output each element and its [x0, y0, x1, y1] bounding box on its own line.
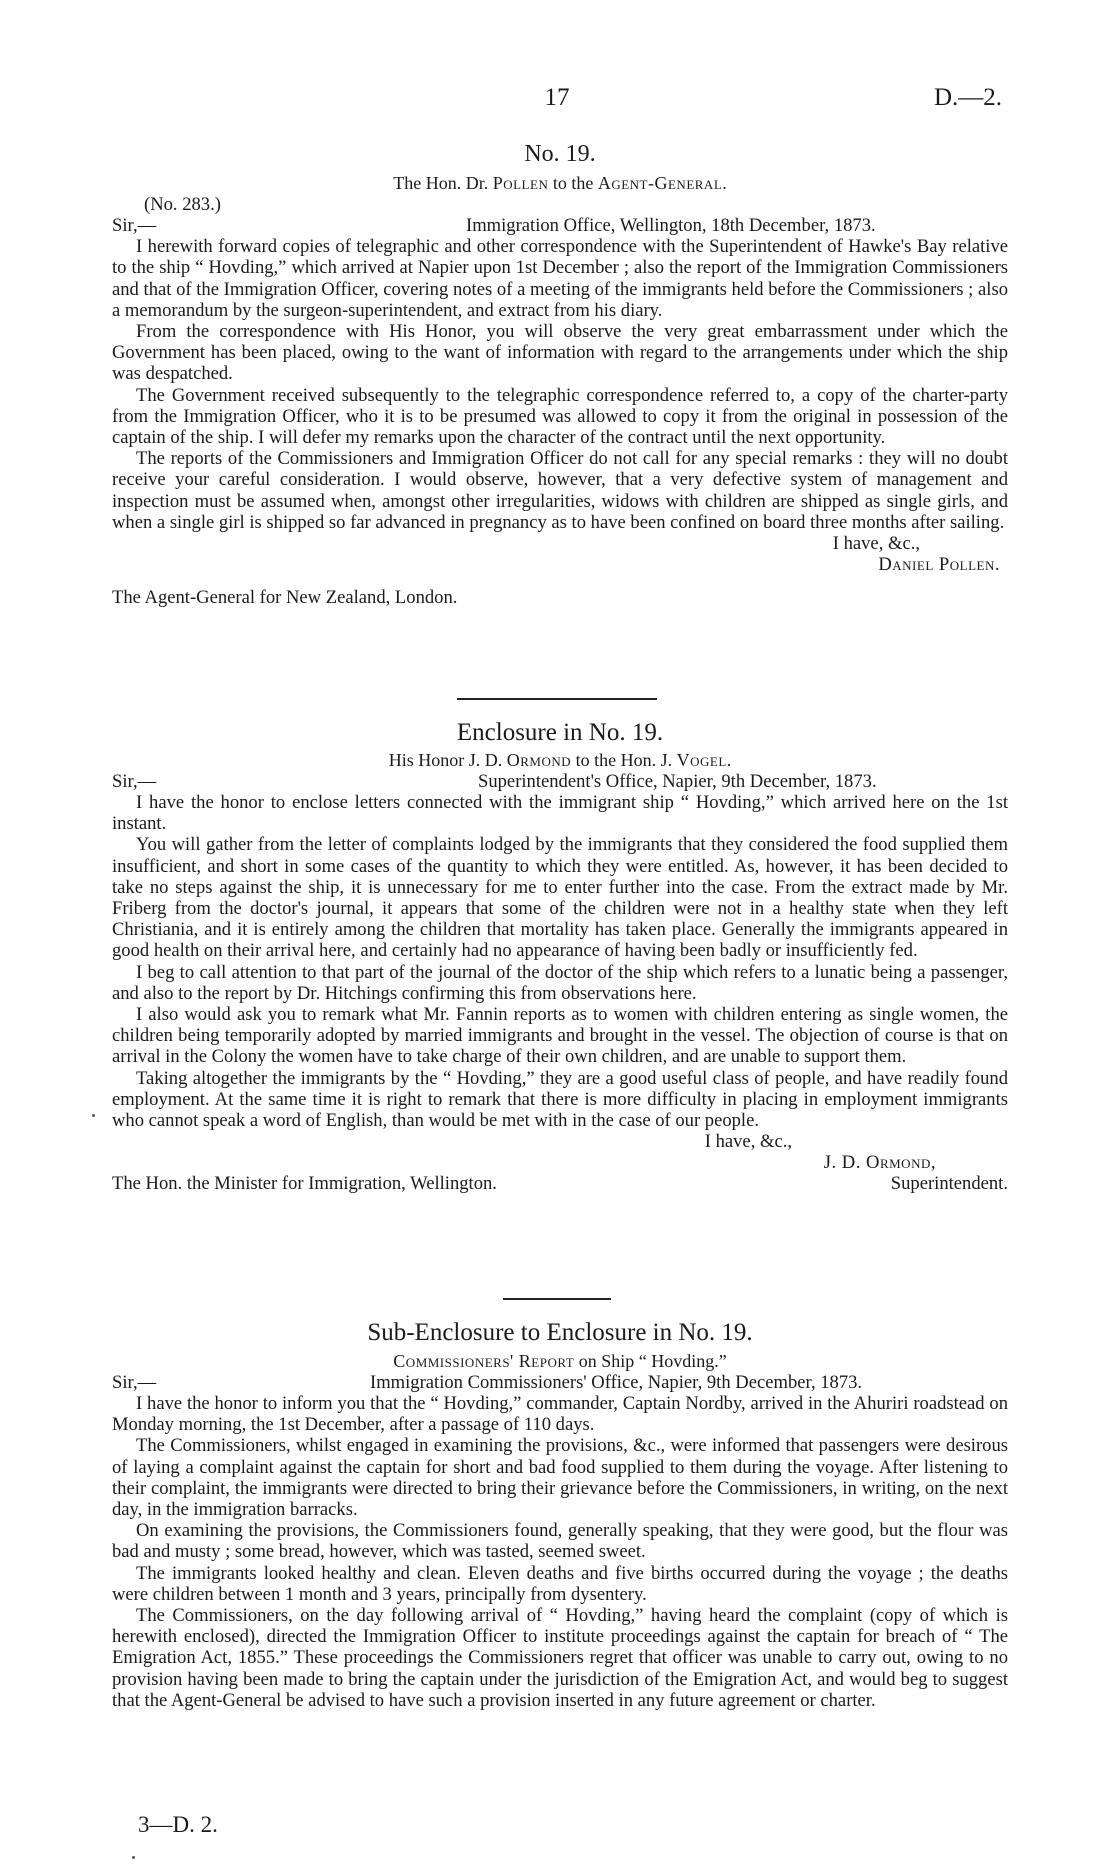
paragraph: I have the honor to inform you that the “ Hovding,” commander, Captain Nordby, arrived in the Ahuriri roadstead on Monday morning, the 1st December, after a passage of 110 days. [112, 1393, 1008, 1436]
recipient-name: Agent-General [597, 173, 723, 193]
subtitle-text: . [726, 750, 732, 770]
salutation-row [112, 1372, 1008, 1393]
paragraph: I also would ask you to remark what Mr. Fannin reports as to women with children entering as single women, the children being temporarily adopted by married immigrants and brought in the vessel. The objection of course is that on arrival in the Colony the women have to take charge of their own children, and are unable to support them. [112, 1004, 1008, 1068]
letter-no-19 [112, 141, 1008, 609]
subtitle-text: on Ship “ Hovding.” [574, 1351, 727, 1371]
dateline: Immigration Office, Wellington, 18th December, 1873. [466, 215, 876, 237]
signature-row [112, 1152, 1008, 1173]
signature-title: Superintendent. [890, 1173, 1008, 1195]
subtitle-text: The Hon. Dr. [393, 173, 493, 193]
closing: I have, &c., [832, 533, 920, 555]
salutation: Sir,— [112, 771, 157, 792]
subtitle-text: His Honor J. D. [388, 750, 507, 770]
signature: Daniel Pollen. [878, 554, 1000, 576]
letter-subtitle [112, 173, 1008, 194]
paragraph: On examining the provisions, the Commissioners found, generally speaking, that they were good, but the flour was bad and musty ; some bread, however, which was tasted, seemed sweet. [112, 1520, 1008, 1563]
sheet-signature-mark: 3—D. 2. [138, 1812, 218, 1837]
paragraph: The Commissioners, whilst engaged in examining the provisions, &c., were informed that passengers were desirous of laying a complaint against the captain for short and bad food supplied to them during the voyage. After listening to their complaint, the immigrants were directed to bring their grievance before the Commissioners, in writing, on the next day, in the immigration barracks. [112, 1435, 1008, 1521]
paragraph: The reports of the Commissioners and Immigration Officer do not call for any special remarks : they will no doubt receive your careful consideration. I would observe, however, that a very defective system of management and inspection must be assumed when, amongst other irregularities, widows with children are shipped as single girls, and when a single girl is shipped so far advanced in pregnancy as to have been confined on board three months after sailing. [112, 448, 1008, 533]
addressee: The Agent-General for New Zealand, London. [112, 587, 458, 609]
stray-mark [92, 1114, 95, 1117]
enclosure-subtitle [112, 750, 1008, 771]
paragraph: Taking altogether the immigrants by the “ Hovding,” they are a good useful class of people, and have readily found employment. At the same time it is right to remark that there is more difficulty in placing in employment immigrants who cannot speak a word of English, than would be met with in the case of our people. [112, 1067, 1008, 1132]
paragraph: You will gather from the letter of complaints lodged by the immigrants that they considered the food supplied them insufficient, and short in some cases of the quantity to which they were entitled. As, however, it has been decided to take no steps against the ship, it is unnecessary for me to enter further into the case. From the extract made by Mr. Friberg from the doctor's journal, it appears that some of the children were not in a healthy state when they left Christiania, and it is entirely among the children that mortality has taken place. Generally the immigrants appeared in good health on their arrival here, and certainly had no appearance of having been badly or insufficiently fed. [112, 834, 1008, 962]
dateline: Superintendent's Office, Napier, 9th December, 1873. [478, 771, 877, 792]
salutation: Sir,— [112, 215, 157, 237]
page-number: 17 [544, 84, 570, 111]
sub-enclosure-subtitle [112, 1351, 1008, 1372]
salutation-row [112, 771, 1008, 792]
sub-enclosure [112, 1318, 1008, 1711]
addressee: The Hon. the Minister for Immigration, Wellington. [112, 1173, 497, 1195]
recipient-name: Vogel [676, 750, 727, 770]
paragraph: The immigrants looked healthy and clean. Eleven deaths and five births occurred during the voyage ; the deaths were children between 1 month and 3 years, principally from dysentery. [112, 1562, 1008, 1605]
document-reference: D.—2. [933, 84, 1002, 111]
subtitle-text: to the Hon. J. [571, 750, 677, 770]
sender-name: Pollen [492, 173, 549, 193]
salutation: Sir,— [112, 1372, 157, 1393]
addressee-row [112, 1173, 1008, 1194]
report-name: Commissioners' Report [393, 1351, 575, 1371]
enclosure-body [112, 792, 1008, 1131]
enclosure-in-no-19 [112, 718, 1008, 1194]
letter-body [112, 236, 1008, 533]
closing: I have, &c., [704, 1131, 792, 1153]
enclosure-title: Enclosure in No. 19. [456, 719, 664, 746]
sender-name: Ormond [506, 750, 572, 770]
stray-mark [132, 1856, 135, 1859]
signature: J. D. Ormond, [823, 1152, 936, 1174]
paragraph: I have the honor to enclose letters connected with the immigrant ship “ Hovding,” which arrived here on the 1st instant. [112, 792, 1008, 835]
paragraph: From the correspondence with His Honor, you will observe the very great embarrassment under which the Government has been placed, owing to the want of information with regard to the arrangements under which the ship was despatched. [112, 321, 1008, 385]
page-header [0, 84, 1114, 118]
section-divider [457, 698, 657, 700]
section-divider [503, 1298, 611, 1300]
paragraph: The Commissioners, on the day following arrival of “ Hovding,” having heard the complaint (copy of which is herewith enclosed), directed the Immigration Officer to institute proceedings against the captain for breach of “ The Emigration Act, 1855.” These proceedings the Commissioners regret that officer was unable to carry out, owing to no provision having been made to bring the captain under the jurisdiction of the Emigration Act, and would beg to suggest that the Agent-General be advised to have such a provision inserted in any future agreement or charter. [112, 1605, 1008, 1711]
letter-title: No. 19. [524, 141, 596, 167]
paragraph: I beg to call attention to that part of the journal of the doctor of the ship which refers to a lunatic being a passenger, and also to the report by Dr. Hitchings confirming this from observations here. [112, 961, 1008, 1004]
dateline: Immigration Commissioners' Office, Napier, 9th December, 1873. [370, 1372, 863, 1393]
sub-enclosure-title: Sub-Enclosure to Enclosure in No. 19. [367, 1319, 753, 1346]
paragraph: The Government received subsequently to the telegraphic correspondence referred to, a copy of the charter-party from the Immigration Officer, who it is to be presumed was allowed to copy it from the original in possession of the captain of the ship. I will defer my remarks upon the character of the contract until the next opportunity. [112, 384, 1008, 449]
subtitle-text: to the [548, 173, 598, 193]
subtitle-text: . [722, 173, 727, 193]
paragraph: I herewith forward copies of telegraphic and other correspondence with the Superintendent of Hawke's Bay relative to the ship “ Hovding,” which arrived at Napier upon 1st December ; also the report of the Immigration Commissioners and that of the Immigration Officer, covering notes of a meeting of the immigrants held before the Commissioners ; also a memorandum by the surgeon-superintendent, and extract from his diary. [112, 236, 1008, 321]
salutation-row [112, 215, 1008, 236]
sub-enclosure-body [112, 1393, 1008, 1711]
letter-ref: (No. 283.) [144, 194, 221, 215]
